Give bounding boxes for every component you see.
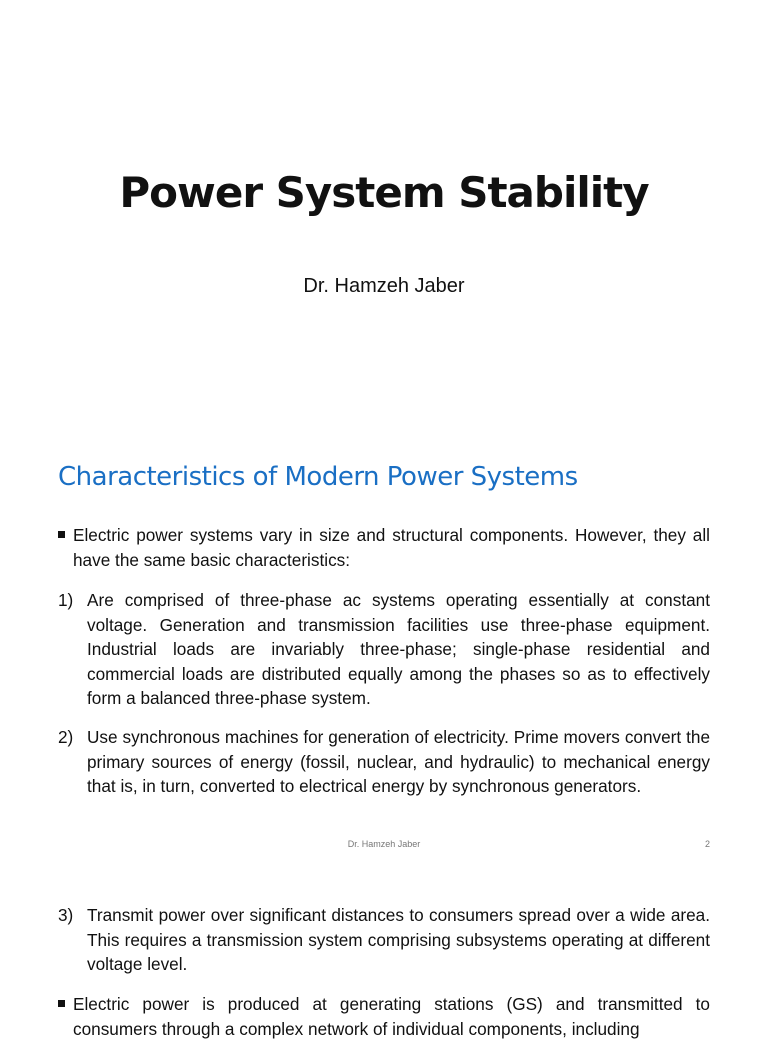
slide-title: Power System Stability bbox=[119, 168, 649, 217]
bullet-marker bbox=[58, 531, 65, 538]
footer-author: Dr. Hamzeh Jaber bbox=[347, 839, 421, 849]
item-number: 2) bbox=[58, 727, 74, 747]
page-number: 2 bbox=[704, 839, 710, 849]
item-text: Use synchronous machines for generation of electricity. Prime movers convert the primary sources of energy (fossil, nuclear, and hydraulic) to mechanical energy that is, in turn, converted to electrical energy by synchronous generators. bbox=[87, 727, 710, 797]
item-text: Are comprised of three-phase ac systems operating essentially at constant voltage. Generation and transmission facilities use three-phase equipment. Industrial loads are invariably three-phase; single-phase residential and commercial loads are distributed equally among the phases so as to effectively form a balanced three-phase system. bbox=[87, 590, 710, 709]
item-number: 3) bbox=[58, 905, 74, 925]
list-item bbox=[58, 725, 710, 799]
generation-bullet bbox=[58, 992, 710, 1041]
intro-bullet bbox=[58, 523, 710, 572]
intro-text: Electric power systems vary in size and structural components. However, they all have the same basic characteristics: bbox=[73, 525, 710, 570]
bullet-marker bbox=[58, 1000, 65, 1007]
slide-author: Dr. Hamzeh Jaber bbox=[303, 275, 465, 297]
item-text: Transmit power over significant distances to consumers spread over a wide area. This requires a transmission system comprising subsystems operating at different voltage level. bbox=[87, 905, 710, 975]
item-number: 1) bbox=[58, 590, 74, 610]
section-heading: Characteristics of Modern Power Systems bbox=[58, 462, 578, 492]
list-item bbox=[58, 903, 710, 977]
bullet-text: Electric power is produced at generating stations (GS) and transmitted to consumers through a complex network of individual components, including bbox=[73, 994, 710, 1039]
list-item bbox=[58, 588, 710, 711]
